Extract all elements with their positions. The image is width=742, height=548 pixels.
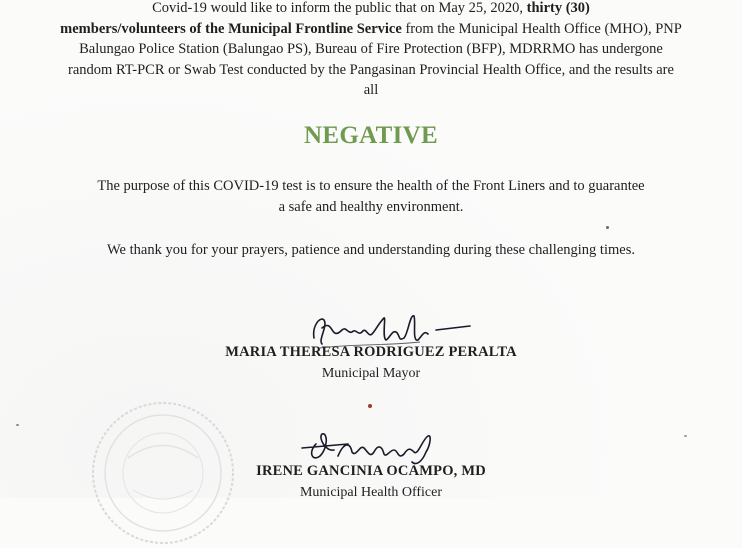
- mho-name-block: [0, 462, 742, 480]
- mayor-title-block: [0, 364, 742, 382]
- paper-speck: [684, 435, 687, 437]
- test-result: NEGATIVE: [304, 122, 438, 149]
- intro-text-part1: Covid-19 would like to inform the public that on May 25, 2020,: [152, 0, 527, 16]
- mayor-name-block: [0, 343, 742, 361]
- mho-title: Municipal Health Officer: [299, 485, 443, 500]
- paper-speck: [606, 226, 609, 229]
- mayor-name: MARIA THERESA RODRIGUEZ PERALTA: [225, 344, 517, 360]
- intro-text-part2: from the Municipal Health Office (MHO), PNP Balungao Police Station (Balungao PS), Bureau of Fire Protection (BFP), MDRRMO has undergone random RT-PCR or Swab Test conducted by the Pangasinan Provincial Health Office, and the results are all: [68, 20, 682, 98]
- paper-speck: [16, 424, 19, 426]
- intro-bold-group: members/volunteers of the Municipal Frontline Service: [60, 20, 402, 37]
- mayor-title: Municipal Mayor: [321, 366, 421, 381]
- paper-speck: [368, 404, 372, 408]
- mho-name: IRENE GANCINIA OCAMPO, MD: [256, 463, 486, 479]
- thanks-paragraph: We thank you for your prayers, patience and understanding during these challenging times.: [107, 242, 635, 258]
- intro-bold-count: thirty (30): [526, 0, 590, 16]
- intro-paragraph: [60, 0, 682, 101]
- purpose-paragraph: The purpose of this COVID-19 test is to ensure the health of the Front Liners and to guarantee a safe and healthy environment.: [97, 178, 645, 215]
- mho-title-block: [0, 483, 742, 501]
